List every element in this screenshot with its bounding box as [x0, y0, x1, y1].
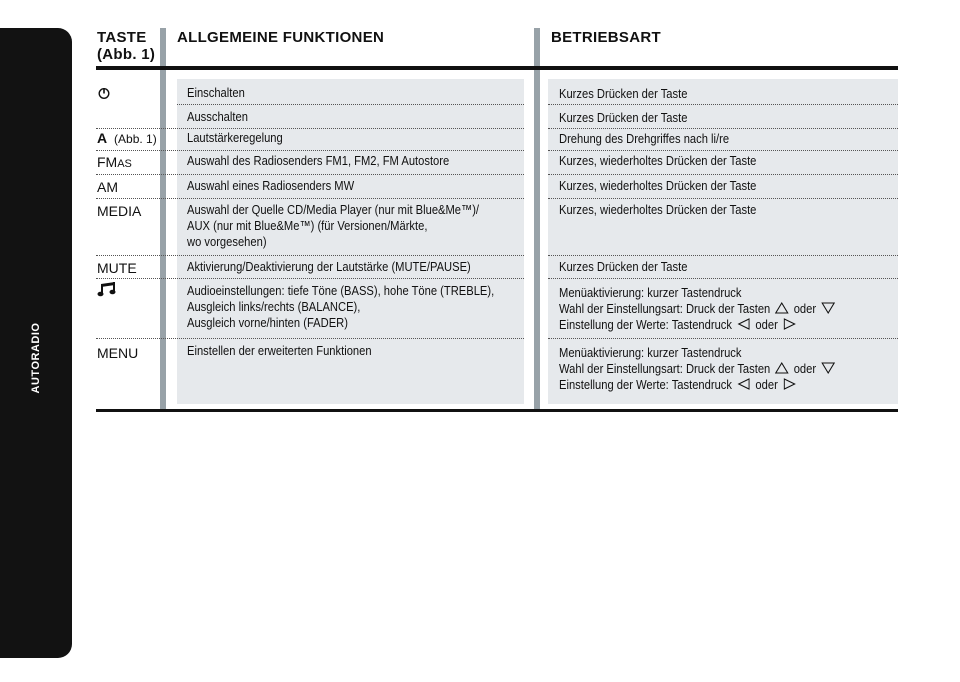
row-divider [548, 174, 898, 175]
key-mute: MUTE [97, 260, 137, 276]
func-audio [187, 283, 494, 331]
func-am: Auswahl eines Radiosenders MW [187, 178, 355, 193]
row-divider [96, 198, 524, 199]
left-triangle-icon [737, 318, 751, 330]
key-power [97, 86, 111, 103]
column-separator [534, 28, 540, 411]
key-media: MEDIA [97, 203, 142, 219]
header-taste-line2: (Abb. 1) [97, 46, 156, 63]
mode-audio [559, 285, 836, 333]
row-divider [548, 198, 898, 199]
func-mute: Aktivierung/Deaktivierung der Lautstärke (MUTE/PAUSE) [187, 259, 471, 274]
mode-menu-or-1: oder [793, 361, 817, 376]
key-a-letter: A [97, 130, 108, 146]
func-media-line1: Auswahl der Quelle CD/Media Player (nur mit Blue&Me™)/ [187, 202, 480, 217]
column-separator [160, 28, 166, 411]
func-power-on: Einschalten [187, 85, 245, 100]
mode-power-on: Kurzes Drücken der Taste [559, 86, 688, 101]
func-media [187, 202, 479, 250]
page-number: 252 [24, 656, 61, 681]
row-divider [96, 174, 524, 175]
mode-menu [559, 345, 836, 393]
mode-power-off: Kurzes Drücken der Taste [559, 110, 688, 125]
section-label: AUTORADIO [30, 322, 42, 394]
func-volume: Lautstärkeregelung [187, 130, 283, 145]
func-media-line2: AUX (nur mit Blue&Me™) (für Versionen/Märkte, [187, 218, 428, 233]
row-divider [96, 150, 524, 151]
table-bottom-rule [96, 409, 898, 412]
mode-audio-line2 [559, 301, 836, 317]
row-divider [96, 278, 524, 279]
key-fm-label: FM [97, 154, 118, 170]
key-am: AM [97, 179, 118, 195]
mode-menu-line3 [559, 377, 836, 393]
mode-menu-line3-text: Einstellung der Werte: Tastendruck [559, 377, 732, 392]
mode-menu-line1: Menüaktivierung: kurzer Tastendruck [559, 345, 742, 360]
up-triangle-icon [775, 362, 789, 374]
music-note-icon [97, 281, 119, 297]
mode-mute: Kurzes Drücken der Taste [559, 259, 688, 274]
func-audio-line3: Ausgleich vorne/hinten (FADER) [187, 315, 348, 330]
func-menu: Einstellen der erweiterten Funktionen [187, 343, 372, 358]
mode-audio-line3 [559, 317, 836, 333]
key-as-label: AS [117, 158, 132, 170]
mode-menu-line2-text: Wahl der Einstellungsart: Druck der Tasten [559, 361, 771, 376]
row-divider [548, 255, 898, 256]
mode-audio-line3-text: Einstellung der Werte: Tastendruck [559, 317, 732, 332]
func-fm: Auswahl des Radiosenders FM1, FM2, FM Autostore [187, 153, 450, 168]
row-divider [548, 128, 898, 129]
row-divider [96, 255, 524, 256]
func-audio-line2: Ausgleich links/rechts (BALANCE), [187, 299, 361, 314]
mode-audio-or-2: oder [755, 317, 778, 332]
func-power-off: Ausschalten [187, 109, 248, 124]
header-taste [97, 29, 155, 63]
key-audio [97, 281, 119, 300]
down-triangle-icon [821, 302, 835, 314]
key-fmas [97, 154, 132, 172]
row-divider [548, 104, 898, 105]
header-taste-line1: TASTE [97, 29, 147, 46]
key-a [97, 130, 157, 147]
mode-volume: Drehung des Drehgriffes nach li/re [559, 131, 730, 146]
right-triangle-icon [783, 378, 797, 390]
func-media-line3: wo vorgesehen) [187, 234, 267, 249]
row-divider [548, 150, 898, 151]
func-audio-line1: Audioeinstellungen: tiefe Töne (BASS), hohe Töne (TREBLE), [187, 283, 495, 298]
mode-audio-or-1: oder [793, 301, 817, 316]
chapter-sidebar [0, 28, 72, 681]
row-divider [548, 338, 898, 339]
mode-fm: Kurzes, wiederholtes Drücken der Taste [559, 153, 757, 168]
mode-audio-line1: Menüaktivierung: kurzer Tastendruck [559, 285, 742, 300]
left-triangle-icon [737, 378, 751, 390]
header-mode: BETRIEBSART [551, 29, 661, 46]
key-menu: MENU [97, 345, 139, 361]
mode-am: Kurzes, wiederholtes Drücken der Taste [559, 178, 757, 193]
row-divider [96, 128, 524, 129]
power-icon [97, 86, 111, 100]
up-triangle-icon [775, 302, 789, 314]
header-functions: ALLGEMEINE FUNKTIONEN [177, 29, 385, 46]
down-triangle-icon [821, 362, 835, 374]
mode-menu-line2 [559, 361, 836, 377]
table-top-rule [96, 66, 898, 70]
row-divider [548, 278, 898, 279]
right-triangle-icon [783, 318, 797, 330]
mode-audio-line2-text: Wahl der Einstellungsart: Druck der Tasten [559, 301, 771, 316]
row-divider [96, 338, 524, 339]
row-divider [177, 104, 524, 105]
key-a-ref: (Abb. 1) [114, 132, 157, 146]
mode-media: Kurzes, wiederholtes Drücken der Taste [559, 202, 757, 217]
mode-menu-or-2: oder [755, 377, 778, 392]
